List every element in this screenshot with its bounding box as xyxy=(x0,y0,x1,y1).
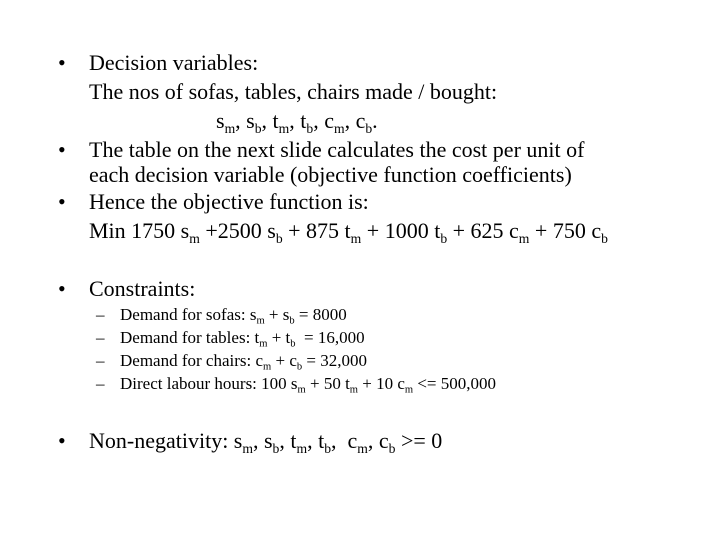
dash-tables: – xyxy=(96,328,105,347)
decision-variables-list: $s_m$, $s_b$, $t_m$, $t_b$, $c_m$, $c_b$. xyxy=(216,108,378,136)
constraint-chairs: Demand for chairs: $c_m + c_b = 32,000$ xyxy=(120,351,367,373)
table-note-line-2: each decision variable (objective function coefficients) xyxy=(89,162,572,187)
constraints-heading: Constraints: xyxy=(89,276,196,301)
bullet-table-note: • xyxy=(58,137,66,162)
bullet-decision-variables: • xyxy=(58,50,66,75)
bullet-nonnegativity: • xyxy=(58,428,66,453)
constraint-labour-hours: Direct labour hours: 100 $s_m + 50$ $t_m + 10$ $c_m <= 500,000$ xyxy=(120,374,497,396)
objective-heading: Hence the objective function is: xyxy=(89,189,369,214)
bullet-constraints: • xyxy=(58,276,66,301)
table-note-line-1: The table on the next slide calculates the cost per unit of xyxy=(89,137,585,162)
nonnegativity-constraint: Non-negativity: $s_m$, $s_b$, $t_m$, $t_b$, $c_m$, $c_b >= 0$ xyxy=(89,428,443,456)
dash-labour: – xyxy=(96,374,105,393)
dash-sofas: – xyxy=(96,305,105,324)
bullet-objective: • xyxy=(58,189,66,214)
decision-variables-heading: Decision variables: xyxy=(89,50,259,75)
constraint-tables: Demand for tables: $t_m + t_b = 16,000$ xyxy=(120,328,365,350)
decision-variables-description: The nos of sofas, tables, chairs made / bought: xyxy=(89,79,498,104)
dash-chairs: – xyxy=(96,351,105,370)
constraint-sofas: Demand for sofas: $s_m + s_b = 8000$ xyxy=(120,305,347,327)
objective-function: Min 1750 $s_m +2500$ $s_b + 875$ $t_m + 1000$ $t_b + 625$ $c_m + 750$ $c_b$ xyxy=(89,218,608,246)
